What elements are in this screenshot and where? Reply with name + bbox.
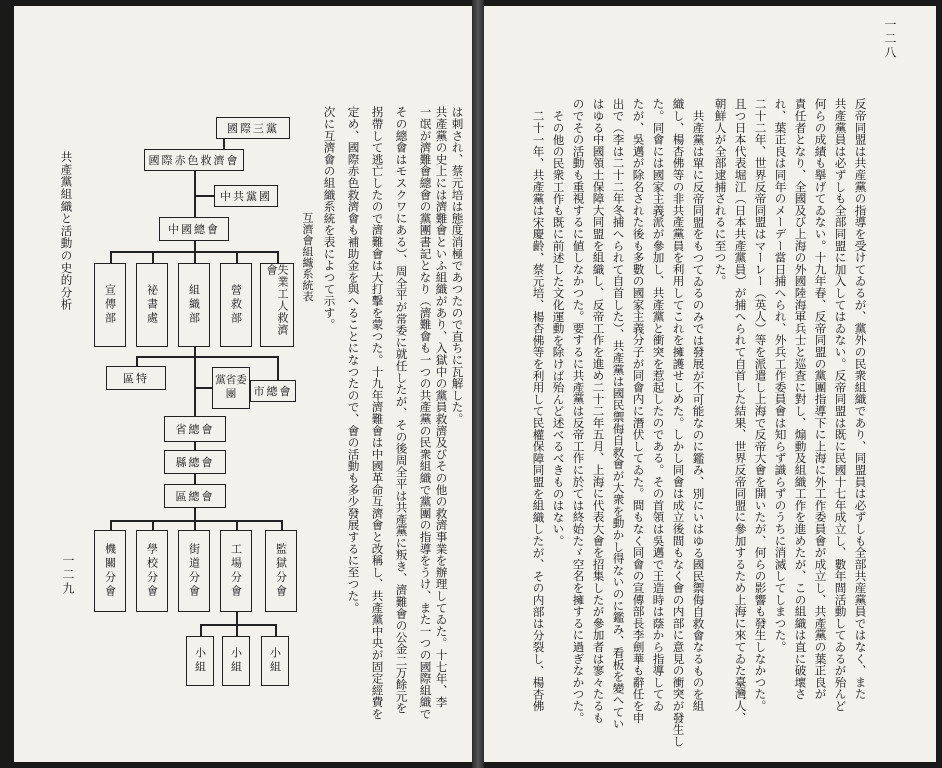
left-page [14,6,472,762]
text-column: 共產黨の史上には濟難會といふ組織があり、入獄中の黨員救濟及びその他の救濟事業を辦理してゐた。十七年、李 [434,106,449,708]
chart-box-central: 中國總會 [159,217,229,241]
chart-box-department: 組織部 [178,263,210,347]
chart-box-branch: 監獄分會 [265,530,297,612]
text-column: は刺され、蔡元培は態度消極であつたので直ちに瓦解した。 [450,106,465,425]
text-column: れ、葉正良は同年のメーデー當日捕へられ、外兵工作委員會は知らず識らずのうちに消滅してしまつた。 [773,98,788,653]
text-column: はゆる中國領土保障大同盟を組織し、反帝工作を進め二十二年五月、上海に代表大會を招集したが參加者は寥々たるも [591,98,606,724]
side-title: 共產黨組織と活動の史的分析 [59,151,74,311]
chart-box-department: 祕書處 [136,263,168,347]
text-column: 次に互濟會の組織系統を表によつて示す。 [322,106,337,331]
page-number: 一二八 [883,18,897,60]
right-page [484,6,936,762]
chart-box-department: 營救部 [220,263,252,347]
chart-box-provincial: 省總會 [164,416,226,442]
page-number: 一二九 [61,554,75,596]
chart-box-branch: 學校分會 [136,530,168,612]
chart-box-provincial-committee: 黨省委團 [212,367,250,409]
text-column: 織し、楊杏佛等の非共產黨員を利用してこれを擁護せしめた。しかし同會は成立後間もなく會の内部に意見の衝突が發生し [671,98,686,747]
text-column: 出で（李は二十二年冬捕へられて自首した）、共產黨は國民禦侮自救會が大衆を動かし得ないのに鑑み、看板を變へてい [611,98,626,730]
text-column: 朝鮮人が全部逮捕されるに至つた。 [713,98,728,287]
chart-box-branch: 工場分會 [220,530,252,612]
chart-title: 互濟會組織系統表 [301,212,314,302]
text-column: た。同會には國家主義派が參加し、共產黨と衝突を惹起したのである。その首領は吳邁で王造時は蔭から指導してゐ [651,98,666,712]
chart-box-top: 國際三黨 [216,117,290,139]
chart-box-county: 縣總會 [164,450,226,474]
text-column: たが、吳邁が除名された後も多數の國家主義分子が同會内に潛伏してゐた。間もなく同會の宣傳部長李劍華も辭任を申 [631,98,646,724]
text-column: 反帝同盟は共産黨の指導を受けてゐるが、黨外の民衆組織であり、同盟員は必ずしも全部共産黨員ではなく、また [853,98,868,700]
text-column: その他の民衆工作も既に前述した文化運動を除けば殆んど述べるべきものはない。 [551,110,566,547]
text-column: 且つ日本代表堀江（日本共產黨員）が捕へられて自首した結果、世界反帝同盟に參加するため上海に來てゐた臺灣人、 [733,98,748,724]
chart-box-municipal: 市總會 [250,380,296,402]
text-column: 責任者となり、全國及び上海の外國陸海軍兵士と巡査に對し、煽動及組織工作を進めたが、この組織は直に破壞さ [793,98,808,700]
book-gutter [472,0,484,768]
text-column: 一氓が濟難會總會の黨團書記となり（濟難會も一つの共產黨の民衆組織で黨團の指導をうけ、また一つの國際組織で [418,106,433,720]
chart-box-branch: 街道分會 [178,530,210,612]
text-column: 二十一年、共產黨は宋慶齡、蔡元培、楊杏佛等を利用して民權保障同盟を組織したが、その内部は分裂し、楊杏佛 [531,110,546,712]
chart-box-cell: 小組 [186,636,214,686]
text-column: 共產黨は單に反帝同盟をもつてゐるのみでは發展が不可能なのに鑑み、別にいはゆる國民禦侮自救會なるものを組 [691,110,706,712]
chart-box-ward: 區總會 [164,484,226,508]
chart-box-cell: 小組 [222,636,250,686]
chart-box-district: 區特 [106,366,166,390]
text-column: 共產黨員は必ずしも全部同盟に加入してはゐない。反帝同盟は既に民國十七年成立し、數年間活動してゐるが殆んど [833,98,848,712]
text-column: 二十二年、世界反帝同盟はマーレー（英人）等を派遣し上海で反帝大會を開いたが、何らの影響も發生しなかつた。 [753,98,768,712]
chart-box-branch: 機關分會 [94,530,126,612]
chart-box-cell: 小組 [261,636,289,686]
text-column: のでその活動も重視するに値しなかつた。要するに共產黨は反帝工作に於ては終始たゞ空名を擁するに過ぎなかつた。 [571,98,586,724]
chart-box-party-center: 中共黨國 [214,185,278,207]
chart-box-department: 失業工人救濟會 [260,263,294,347]
text-column: 定め、國際赤色救濟會も補助金を與へることになつたので、會の活動も多少發展するに至つた。 [346,106,361,614]
text-column: 拐帶して逃亡したので濟難會は大打擊を蒙つた。十九年濟難會は中國革命互濟會と改稱し、共產黨中央が固定經費を [370,106,385,720]
chart-box-international: 國際赤色救濟會 [144,149,244,171]
text-column: その總會はモスクワにある）、周全平が常委に就任したが、その後周全平は共產黨に叛き、濟難會の公金二万餘元を [394,106,409,714]
chart-box-department: 宣傳部 [94,263,126,347]
text-column: 何らの成績も擧げてゐない。十九年春、反帝同盟の黨團指導下に上海に外工作委員會が成立し、共產黨の葉正良が [813,98,828,700]
